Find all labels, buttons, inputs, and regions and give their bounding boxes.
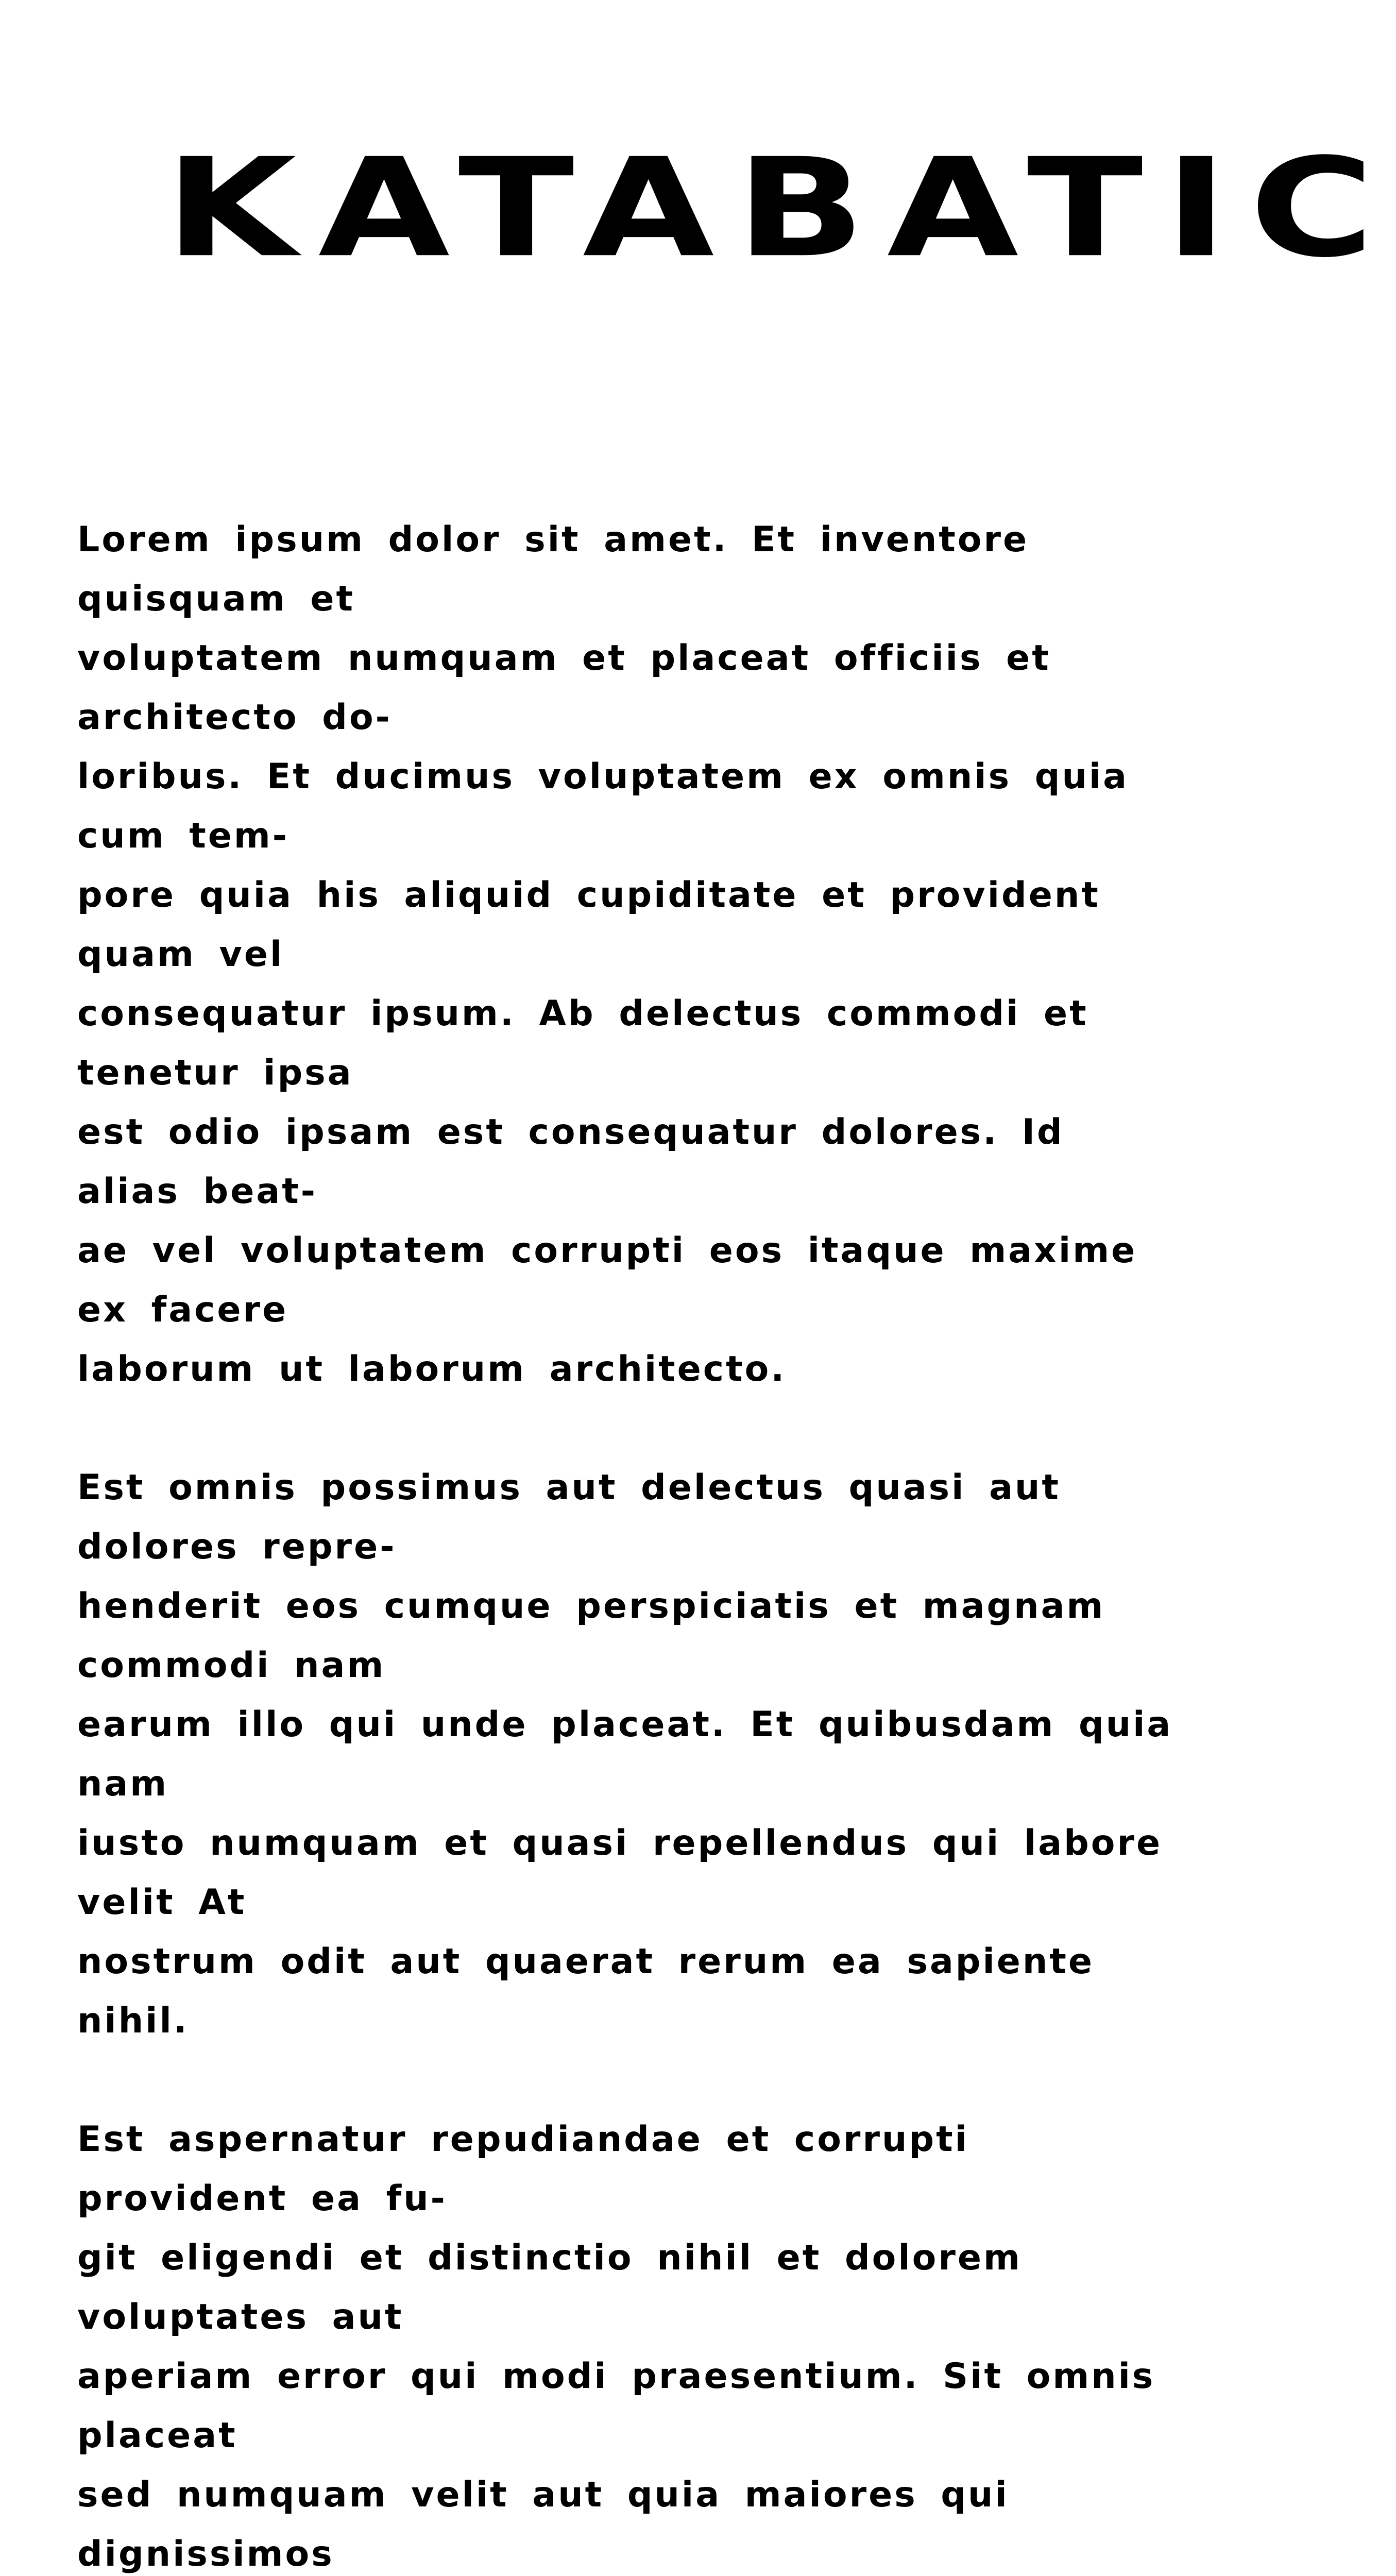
- document-title: KATABATIC: [165, 129, 1396, 287]
- paragraph-3: Est aspernatur repudiandae et corrupti provident ea fu- git eligendi et distinctio nihil et dolorem voluptates aut aperiam error qui modi praesentium. Sit omnis placeat sed numquam velit aut quia maiores qui dignissimos: [77, 2119, 1155, 2574]
- paragraph-2: Est omnis possimus aut delectus quasi aut dolores repre- henderit eos cumque perspiciatis et magnam commodi nam earum illo qui unde placeat. Et quibusdam quia nam iusto numquam et quasi repellendus qui labore velit At nostrum odit aut quaerat rerum ea sapiente nihil.: [77, 1467, 1173, 2041]
- paragraph-1: Lorem ipsum dolor sit amet. Et inventore quisquam et voluptatem numquam et placeat officiis et architecto do- loribus. Et ducimus voluptatem ex omnis quia cum tem- pore quia his aliquid cupiditate et provident quam vel consequatur ipsum. Ab delectus commodi et tenetur ipsa est odio ipsam est consequatur dolores. Id alias beat- ae vel voluptatem corrupti eos itaque maxime ex facere laborum ut laborum architecto.: [77, 519, 1137, 1389]
- document-body: [77, 510, 1185, 2576]
